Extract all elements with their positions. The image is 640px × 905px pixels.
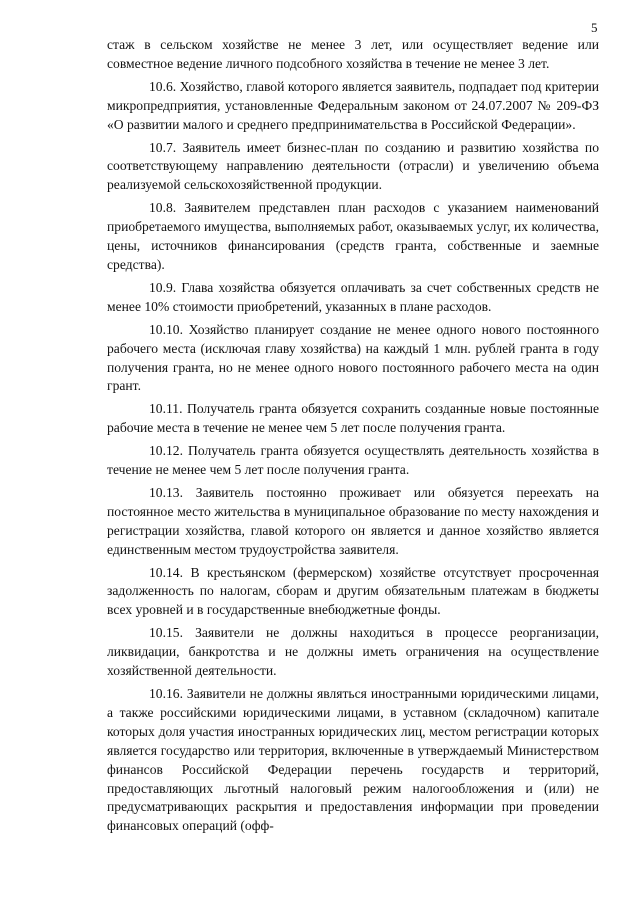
paragraph-10-16: 10.16. Заявители не должны являться иностранными юридическими лицами, а также российскими юридическими лицами, в уставном (складочном) капитале которых доля участия иностранных юридических лиц, местом регистрации которых является государство или территория, включенные в утверждаемый Министерством финансов Российской Федерации перечень государств и территорий, предоставляющих льготный налоговый режим налогообложения и (или) не предусматривающих раскрытия и предоставления информации при проведении финансовых операций (офф- xyxy=(107,686,599,834)
paragraph-10-11: 10.11. Получатель гранта обязуется сохранить созданные новые постоянные рабочие места в течение не менее чем 5 лет после получения гранта. xyxy=(107,401,599,436)
paragraph-10-8: 10.8. Заявителем представлен план расходов с указанием наименований приобретаемого имущества, выполняемых работ, оказываемых услуг, их количества, цены, источников финансирования (средств гранта, собственные и заемные средства). xyxy=(107,200,599,272)
paragraph-10-7: 10.7. Заявитель имеет бизнес-план по созданию и развитию хозяйства по соответствующему направлению деятельности (отрасли) и увеличению объема реализуемой сельскохозяйственной продукции. xyxy=(107,139,599,193)
paragraph-10-6: 10.6. Хозяйство, главой которого является заявитель, подпадает под критерии микропредприятия, установленные Федеральным законом от 24.07.2007 № 209-ФЗ «О развитии малого и среднего предпринимательства в Российской Федерации». xyxy=(107,78,599,132)
paragraph-10-9: 10.9. Глава хозяйства обязуется оплачивать за счет собственных средств не менее 10% стоимости приобретений, указанных в плане расходов. xyxy=(107,279,599,314)
paragraph-10-14: 10.14. В крестьянском (фермерском) хозяйстве отсутствует просроченная задолженность по налогам, сборам и другим обязательным платежам в бюджеты всех уровней и в государственные внебюджетные фонды. xyxy=(107,564,599,618)
paragraph-continuation: стаж в сельском хозяйстве не менее 3 лет, или осуществляет ведение или совместное ведение личного подсобного хозяйства в течение не менее 3 лет. xyxy=(107,37,599,71)
page-number: 5 xyxy=(591,20,598,35)
paragraph-10-12: 10.12. Получатель гранта обязуется осуществлять деятельность хозяйства в течение не менее чем 5 лет после получения гранта. xyxy=(107,443,599,478)
paragraph-10-13: 10.13. Заявитель постоянно проживает или обязуется переехать на постоянное место жительства в муниципальное образование по месту нахождения и регистрации хозяйства, главой которого он является и данное хозяйство является единственным местом трудоустройства заявителя. xyxy=(107,484,599,557)
paragraph-10-15: 10.15. Заявители не должны находиться в процессе реорганизации, ликвидации, банкротства и не должны иметь ограничения на осуществление хозяйственной деятельности. xyxy=(107,625,599,679)
document-body xyxy=(107,36,599,840)
paragraph-10-10: 10.10. Хозяйство планирует создание не менее одного нового постоянного рабочего места (исключая главу хозяйства) на каждый 1 млн. рублей гранта в году получения гранта, но не менее одного нового постоянного рабочего места на один грант. xyxy=(107,321,599,394)
